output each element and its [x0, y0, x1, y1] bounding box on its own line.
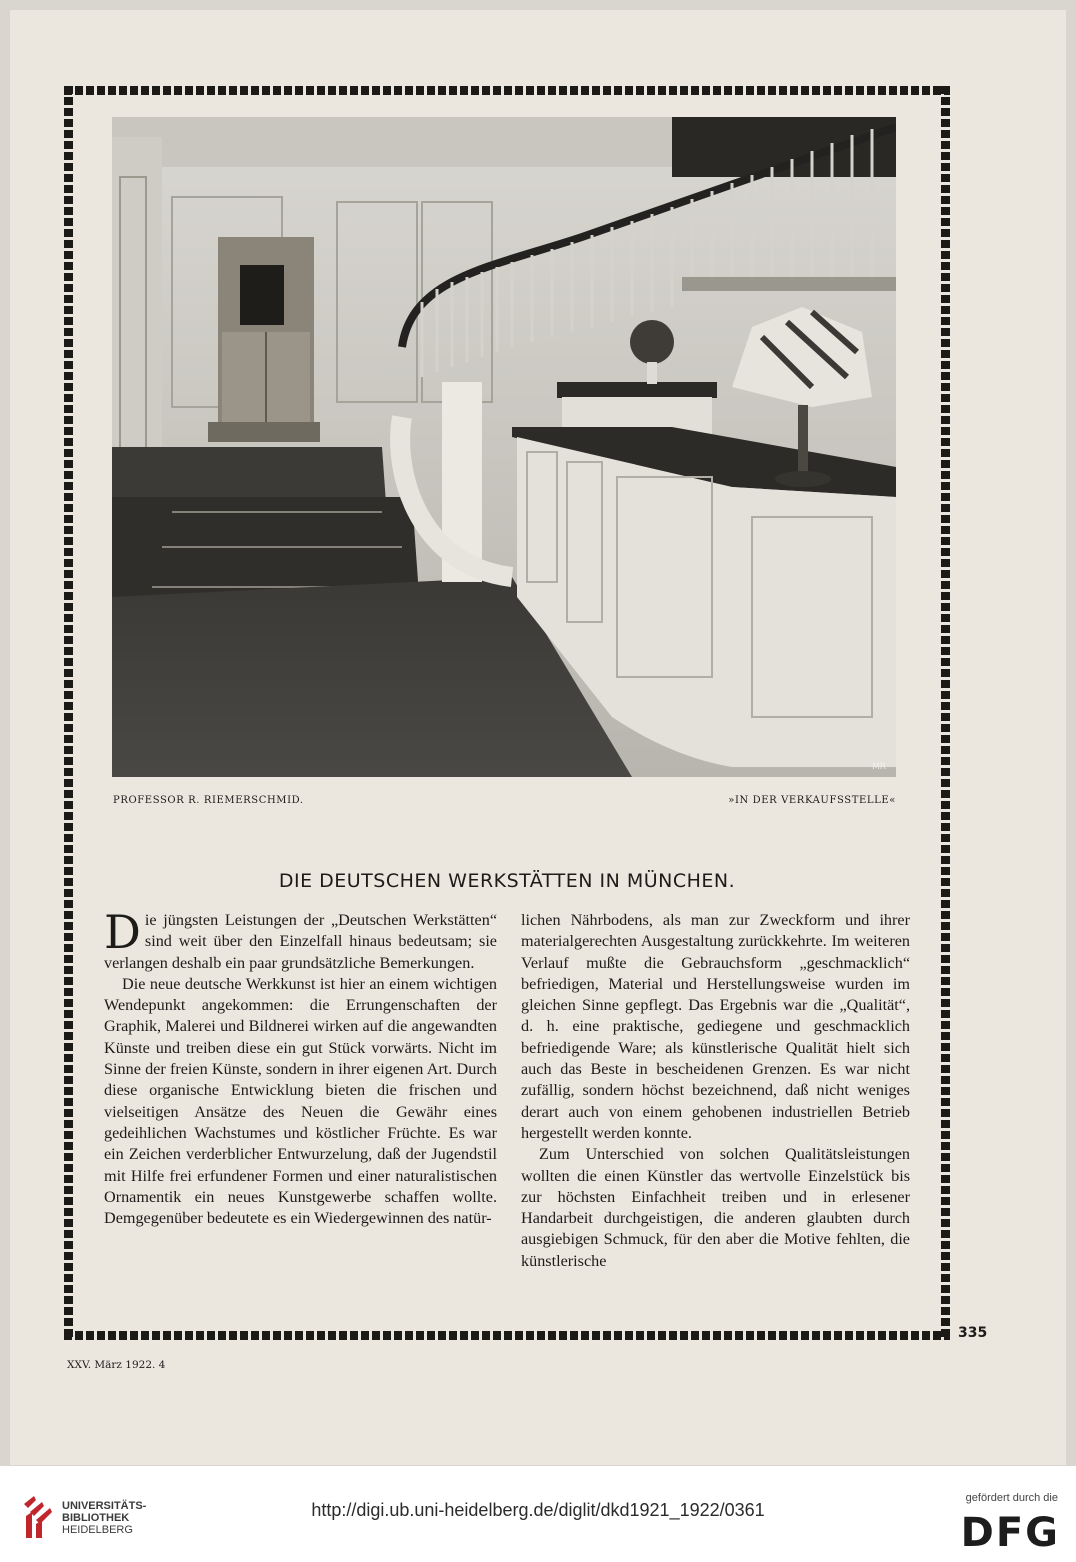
interior-photograph [112, 117, 896, 777]
text-column-left [104, 905, 497, 1229]
photo-caption-artist: PROFESSOR R. RIEMERSCHMID. [113, 795, 304, 806]
staircase-interior-image [112, 117, 896, 777]
drop-cap: D [104, 905, 141, 959]
library-name-line: BIBLIOTHEK [62, 1512, 130, 1524]
frame-border-left [64, 86, 73, 1340]
library-name-line: HEIDELBERG [62, 1524, 133, 1536]
paragraph: Die neue deutsche Werkkunst ist hier an einem wichtigen Wendepunkt angekommen: die Errungenschaften der Graphik, Malerei und Bildnerei wirken auf die angewandten Künste und treiben diese ein gut Stück vorwärts. Nicht im Sinne der freien Künste, sondern in ihrer eigenen Art. Durch diese organische Entwicklung bieten die frischen und vielseitigen Ansätze des Neuen die Gewähr eines gedeihlichen Wachstumes und köstlicher Früchte. Es war ein Zeichen verderblicher Entwurzelung, daß der Jugendstil mit Hilfe frei erfundener Formen und einer naturalistischen Ornamentik ein neues Kunstgewerbe schaffen wollte. Demgegenüber bedeutete es ein Wiedergewinnen des natür- [104, 974, 497, 1228]
library-name-line: UNIVERSITÄTS- [62, 1500, 147, 1512]
photo-monogram: MR [872, 762, 887, 772]
text-column-right [521, 910, 910, 1272]
paragraph: Zum Unterschied von solchen Qualitätsleistungen wollten die einen Künstler das wertvolle Einzelstück bis zur höchsten Einfachheit treiben und in erlesener Handarbeit durchgeistigen, die anderen glaubten durch ausgiebigen Schmuck, für den aber die Motive fehlten, die künstlerische [521, 1145, 910, 1270]
frame-border-bottom [64, 1331, 950, 1340]
issue-line: XXV. März 1922. 4 [67, 1359, 166, 1371]
paragraph [104, 905, 497, 974]
frame-border-right [941, 86, 950, 1340]
article-title: DIE DEUTSCHEN WERKSTÄTTEN IN MÜNCHEN. [278, 870, 736, 892]
funded-by-label: gefördert durch die [965, 1492, 1058, 1504]
photo-caption-title: »IN DER VERKAUFSSTELLE« [728, 795, 896, 806]
paragraph-text: ie jüngsten Leistungen der „Deutschen Werkstätten“ sind weit über den Einzelfall hinaus bedeutsam; sie verlangen deshalb ein paar grundsätzliche Bemerkungen. [104, 911, 497, 972]
permalink-url[interactable]: http://digi.ub.uni-heidelberg.de/diglit/dkd1921_1922/0361 [311, 1500, 765, 1520]
page-number: 335 [958, 1325, 988, 1341]
frame-border-top [64, 86, 950, 95]
dfg-logo: DFG [960, 1510, 1060, 1556]
footer-bar [0, 1466, 1076, 1562]
paragraph: lichen Nährbodens, als man zur Zweckform und ihrer materialgerechten Ausgestaltung zurückkehrte. Im weiteren Verlauf mußte die Gebrauchsform „geschmacklich“ befriedigen, Material und Herstellungsweise wurden im gleichen Sinne gepflegt. Das Ergebnis war die „Qualität“, d. h. eine praktische, gediegene und geschmacklich befriedigende Ware; als künstlerische Qualität hielt sich auch das Beste in bescheidenen Grenzen. Es war nicht zufällig, sondern höchst bezeichnend, daß nicht weniges derart auch von einem gehobenen industriellen Betrieb hergestellt werden konnte. [521, 911, 910, 1142]
